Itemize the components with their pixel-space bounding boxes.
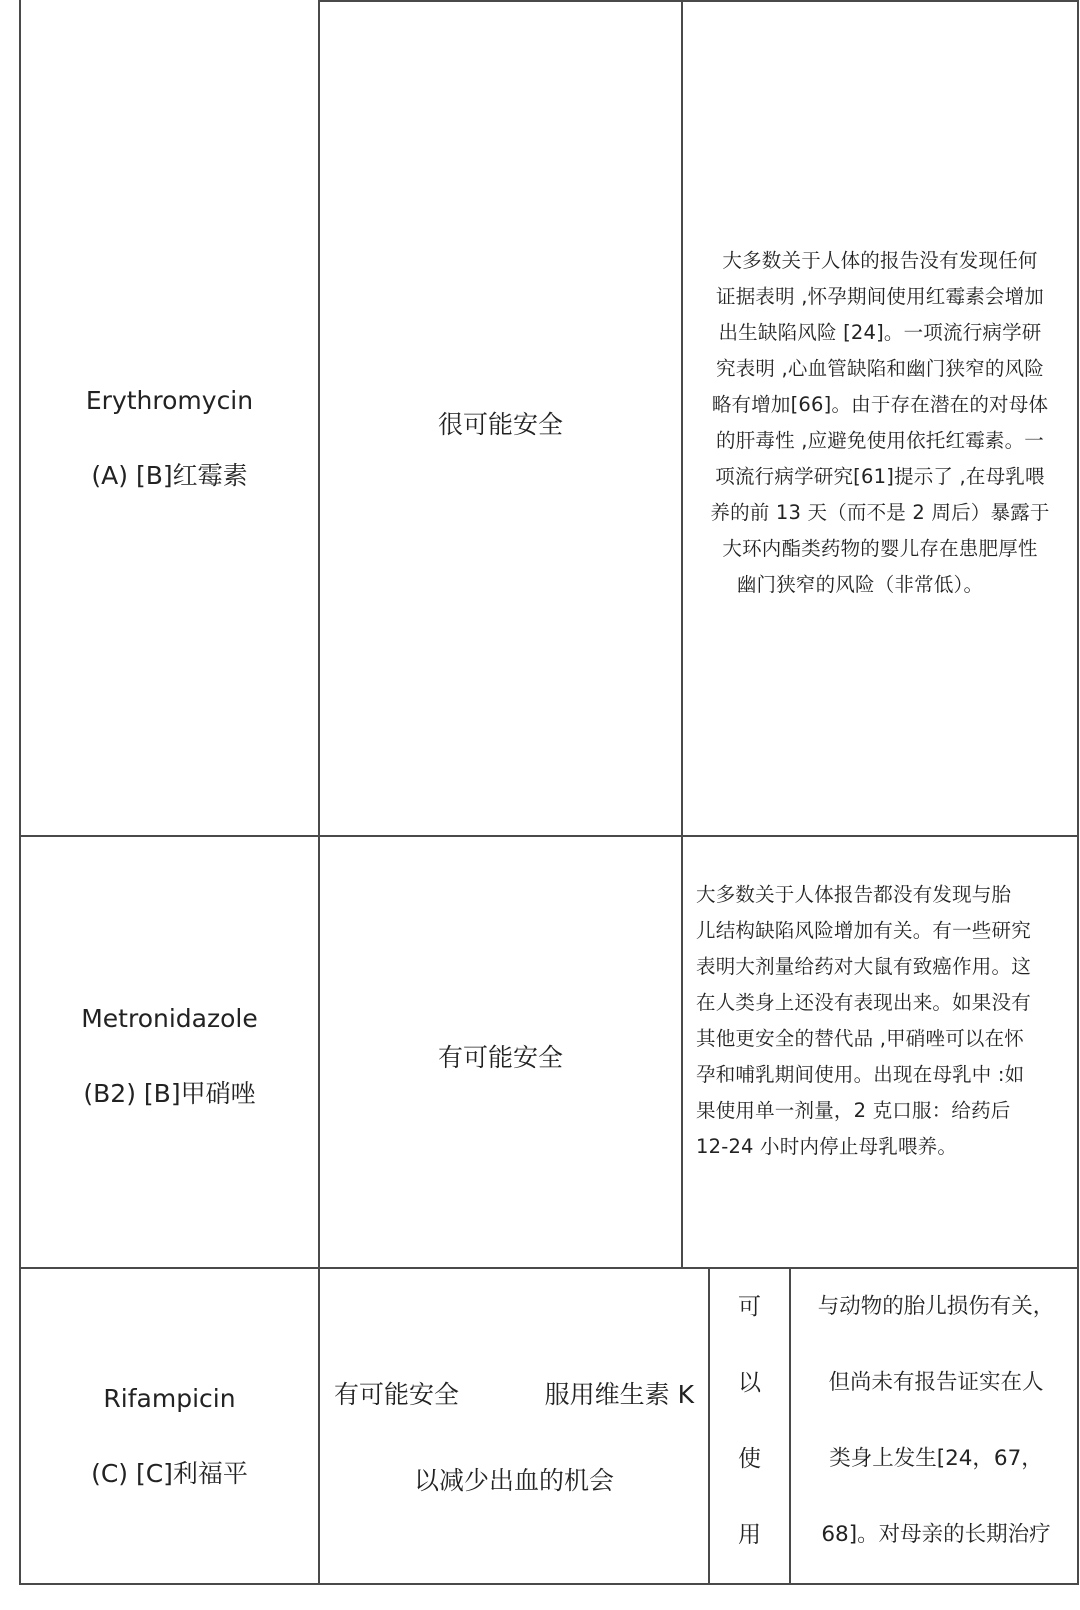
description-line: 略有增加[66]。由于存在潜在的对母体 xyxy=(711,392,1049,416)
row2-description-cell xyxy=(683,837,1077,1267)
row1-safety-cell xyxy=(320,0,681,835)
lactation-char: 以 xyxy=(738,1370,761,1396)
description-line: 的肝毒性 ,应避免使用依托红霉素。一 xyxy=(716,428,1044,452)
row3-description-cell xyxy=(791,1269,1077,1583)
safety-line-1 xyxy=(334,1375,694,1411)
description-line: 证据表明 ,怀孕期间使用红霉素会增加 xyxy=(716,284,1044,308)
description-line: 与动物的胎儿损伤有关， xyxy=(817,1294,1055,1319)
description-line: 12-24 小时内停止母乳喂养。 xyxy=(696,1135,958,1158)
safety-rating: 有可能安全 xyxy=(334,1380,460,1409)
row1-drug-cell xyxy=(21,0,318,835)
description-text xyxy=(696,243,1064,603)
description-line: 大多数关于人体的报告没有发现任何 xyxy=(722,248,1038,272)
description-text xyxy=(696,877,1064,1165)
safety-note-line-1: 服用维生素 K xyxy=(544,1380,694,1409)
lactation-char: 使 xyxy=(738,1446,761,1472)
description-line: 在人类身上还没有表现出来。如果没有 xyxy=(696,991,1031,1014)
table-right-border xyxy=(1077,0,1079,1585)
description-line: 幽门狭窄的风险（非常低）。 xyxy=(736,572,984,596)
description-line: 出生缺陷风险 [24]。一项流行病学研 xyxy=(718,320,1042,344)
lactation-char: 可 xyxy=(738,1294,761,1320)
description-line: 究表明 ,心血管缺陷和幽门狭窄的风险 xyxy=(716,356,1044,380)
description-line: 项流行病学研究[61]提示了 ,在母乳喂 xyxy=(715,464,1045,488)
lactation-char: 用 xyxy=(738,1522,761,1548)
row2-safety-cell xyxy=(320,837,681,1267)
description-line: 果使用单一剂量，2 克口服：给药后 xyxy=(696,1099,1011,1122)
row3-lactation-cell xyxy=(710,1269,789,1583)
drug-class-cn: (C) [C]利福平 xyxy=(91,1459,248,1488)
description-line: 大多数关于人体报告都没有发现与胎 xyxy=(696,883,1012,906)
safety-note-line-2: 以减少出血的机会 xyxy=(413,1466,614,1495)
description-line: 儿结构缺陷风险增加有关。有一些研究 xyxy=(696,919,1031,942)
description-line: 孕和哺乳期间使用。出现在母乳中 :如 xyxy=(696,1063,1025,1086)
drug-name-en: Rifampicin xyxy=(103,1384,236,1413)
description-line: 类身上发生[24，67， xyxy=(829,1446,1043,1471)
description-line: 但尚未有报告证实在人 xyxy=(828,1370,1044,1395)
description-line: 68]。对母亲的长期治疗 xyxy=(821,1522,1051,1547)
row3-safety-cell xyxy=(320,1269,708,1583)
drug-name-en: Erythromycin xyxy=(85,385,254,415)
table-bottom-border xyxy=(19,1583,1079,1585)
description-line: 其他更安全的替代品 ,甲硝唑可以在怀 xyxy=(696,1027,1024,1050)
row3-drug-cell xyxy=(21,1269,318,1583)
description-line: 养的前 13 天（而不是 2 周后）暴露于 xyxy=(710,500,1050,524)
safety-rating: 有可能安全 xyxy=(437,1043,563,1072)
drug-class-cn: (A) [B]红霉素 xyxy=(91,460,248,490)
safety-rating: 很可能安全 xyxy=(437,409,563,439)
description-line: 大环内酯类药物的婴儿存在患肥厚性 xyxy=(722,536,1038,560)
row1-description-cell xyxy=(683,0,1077,835)
row2-drug-cell xyxy=(21,837,318,1267)
description-line: 表明大剂量给药对大鼠有致癌作用。这 xyxy=(696,955,1031,978)
drug-class-cn: (B2) [B]甲硝唑 xyxy=(83,1079,256,1108)
drug-name-en: Metronidazole xyxy=(81,1004,258,1033)
